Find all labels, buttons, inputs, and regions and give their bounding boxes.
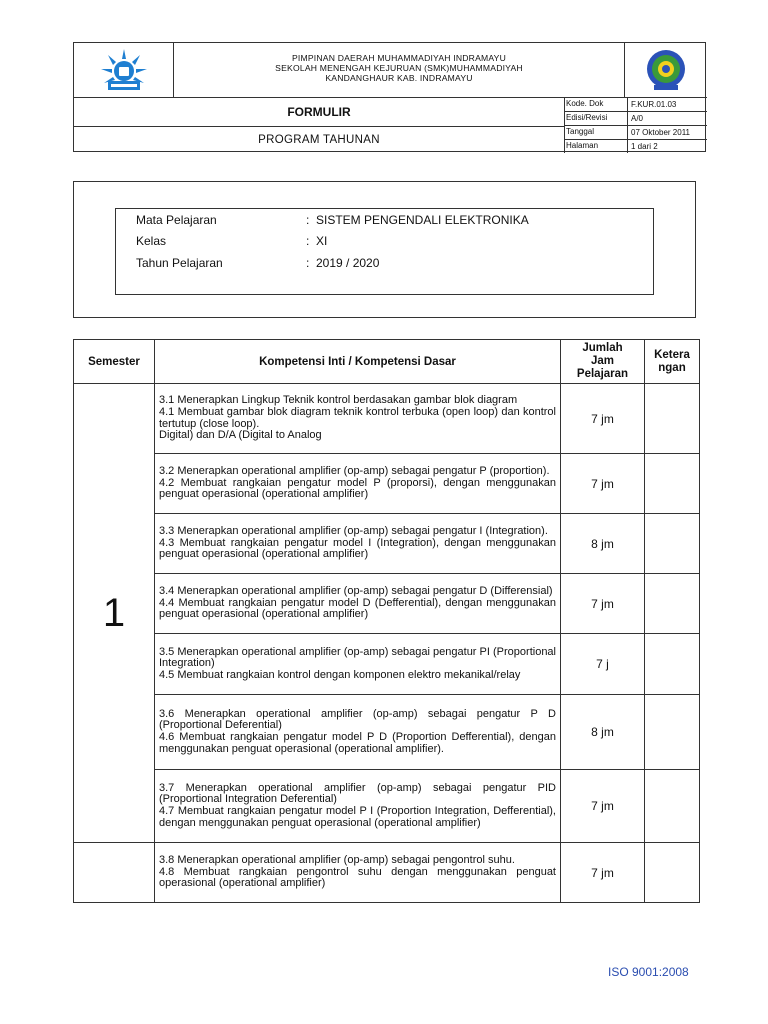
- jam-cell: 7 jm: [561, 770, 645, 843]
- jam-cell: 7 jm: [561, 574, 645, 634]
- header-ket-line: Ketera: [654, 348, 690, 361]
- info-value-year: 2019 / 2020: [316, 256, 380, 270]
- jam-cell: 8 jm: [561, 514, 645, 574]
- table-row: [74, 384, 700, 454]
- keterangan-cell: [645, 514, 700, 574]
- header-semester: Semester: [74, 340, 155, 384]
- info-box: [115, 208, 654, 295]
- table-header-row: [74, 340, 700, 384]
- info-label-subject: Mata Pelajaran: [136, 213, 217, 227]
- institution-name: [174, 43, 624, 97]
- kd-line: 3.5 Menerapkan operational amplifier (op-amp) sebagai pengatur PI (Proportional Integration): [159, 645, 556, 670]
- meta-value-edisi: A/0: [631, 114, 644, 123]
- info-separator: :: [306, 256, 310, 270]
- meta-value-tanggal: 07 Oktober 2011: [631, 128, 691, 137]
- header-jam-line: Pelajaran: [576, 368, 629, 380]
- kd-cell: [155, 843, 561, 903]
- kd-line: 4.4 Membuat rangkaian pengatur model D (Defferential), dengan menggunakan penguat operasional (operational amplifier): [159, 596, 556, 621]
- meta-label-edisi: Edisi/Revisi: [566, 113, 608, 122]
- info-label-year: Tahun Pelajaran: [136, 256, 223, 270]
- table-row: [74, 574, 700, 634]
- keterangan-cell: [645, 384, 700, 454]
- kd-cell: [155, 454, 561, 514]
- kd-line: 4.3 Membuat rangkaian pengatur model I (Integration), dengan menggunakan penguat operasional (operational amplifier): [159, 536, 556, 561]
- info-value-class: XI: [316, 234, 328, 248]
- table-row: [74, 454, 700, 514]
- institution-line: PIMPINAN DAERAH MUHAMMADIYAH INDRAMAYU: [291, 53, 507, 63]
- header-ket-line: ngan: [658, 361, 686, 374]
- header-jam-line: Jam: [590, 355, 615, 367]
- iso-certification: ISO 9001:2008: [608, 965, 689, 979]
- jam-cell: 7 jm: [561, 843, 645, 903]
- form-title: PROGRAM TAHUNAN: [258, 133, 380, 146]
- kd-cell: [155, 695, 561, 770]
- header-jam-line: Jumlah: [582, 342, 623, 354]
- emblem-icon: [644, 47, 688, 93]
- info-separator: :: [306, 213, 310, 227]
- table-row: [74, 634, 700, 695]
- jam-cell: 7 j: [561, 634, 645, 695]
- kd-line: 3.6 Menerapkan operational amplifier (op-amp) sebagai pengatur P D (Proportional Deferential): [159, 707, 556, 732]
- kd-cell: [155, 514, 561, 574]
- kd-cell: [155, 384, 561, 454]
- table-row: [74, 770, 700, 843]
- keterangan-cell: [645, 454, 700, 514]
- header-kompetensi: Kompetensi Inti / Kompetensi Dasar: [155, 340, 561, 384]
- kd-line: 4.1 Membuat gambar blok diagram teknik kontrol terbuka (open loop) dan kontrol tertutup (close loop).: [159, 405, 556, 430]
- kd-line: 4.6 Membuat rangkaian pengatur model P D (Proportion Defferential), dengan menggunakan penguat operasional (operational amplifier).: [159, 731, 556, 755]
- jam-cell: 8 jm: [561, 695, 645, 770]
- school-emblem: [624, 43, 707, 97]
- kd-line: 4.7 Membuat rangkaian pengatur model P I (Proportion Integration, Defferential), dengan menggunakan penguat operasional (operational amplifier): [159, 805, 556, 829]
- header-jam: [561, 340, 645, 384]
- info-value-subject: SISTEM PENGENDALI ELEKTRONIKA: [316, 213, 529, 227]
- table-row: [74, 514, 700, 574]
- info-separator: :: [306, 234, 310, 248]
- kd-line: Digital) dan D/A (Digital to Analog: [159, 429, 322, 442]
- keterangan-cell: [645, 770, 700, 843]
- institution-line: SEKOLAH MENENGAH KEJURUAN (SMK)MUHAMMADIYAH: [275, 63, 523, 73]
- kd-line: 4.2 Membuat rangkaian pengatur model P (proporsi), dengan menggunakan penguat operasional (operational amplifier): [159, 476, 556, 501]
- meta-label-halaman: Halaman: [566, 141, 599, 150]
- muhammadiyah-logo: [74, 43, 174, 97]
- jam-cell: 7 jm: [561, 454, 645, 514]
- header-keterangan: [645, 340, 700, 384]
- kd-line: 3.2 Menerapkan operational amplifier (op-amp) sebagai pengatur P (proportion).: [159, 465, 550, 478]
- info-label-class: Kelas: [136, 234, 167, 248]
- kd-line: 3.8 Menerapkan operational amplifier (op-amp) sebagai pengontrol suhu.: [159, 854, 515, 867]
- kd-cell: [155, 770, 561, 843]
- institution-line: KANDANGHAUR KAB. INDRAMAYU: [325, 73, 473, 83]
- sun-logo-icon: [98, 47, 150, 93]
- keterangan-cell: [645, 574, 700, 634]
- keterangan-cell: [645, 843, 700, 903]
- kd-line: 3.7 Menerapkan operational amplifier (op-amp) sebagai pengatur PID (Proportional Integration Deferential): [159, 781, 556, 806]
- jam-cell: 7 jm: [561, 384, 645, 454]
- meta-label-kode: Kode. Dok: [566, 99, 604, 108]
- meta-value-halaman: 1 dari 2: [631, 142, 658, 151]
- semester-number: 1: [74, 384, 155, 843]
- kd-line: 3.1 Menerapkan Lingkup Teknik kontrol berdasakan gambar blok diagram: [159, 394, 518, 407]
- kd-cell: [155, 634, 561, 695]
- table-row: [74, 695, 700, 770]
- kd-line: 4.8 Membuat rangkaian pengontrol suhu dengan menggunakan penguat operasional (operational amplifier): [159, 865, 556, 890]
- keterangan-cell: [645, 634, 700, 695]
- kd-line: 4.5 Membuat rangkaian kontrol dengan komponen elektro mekanikal/relay: [159, 668, 521, 681]
- document-header: [73, 42, 706, 152]
- program-table: [73, 339, 700, 903]
- kd-line: 3.3 Menerapkan operational amplifier (op-amp) sebagai pengatur I (Integration).: [159, 525, 548, 538]
- kd-cell: [155, 574, 561, 634]
- keterangan-cell: [645, 695, 700, 770]
- table-row: [74, 843, 700, 903]
- semester-cell-empty: [74, 843, 155, 903]
- form-label: FORMULIR: [287, 104, 351, 119]
- kd-line: 3.4 Menerapkan operational amplifier (op-amp) sebagai pengatur D (Differensial): [159, 585, 553, 598]
- meta-value-kode: F.KUR.01.03: [631, 100, 677, 109]
- meta-label-tanggal: Tanggal: [566, 127, 595, 136]
